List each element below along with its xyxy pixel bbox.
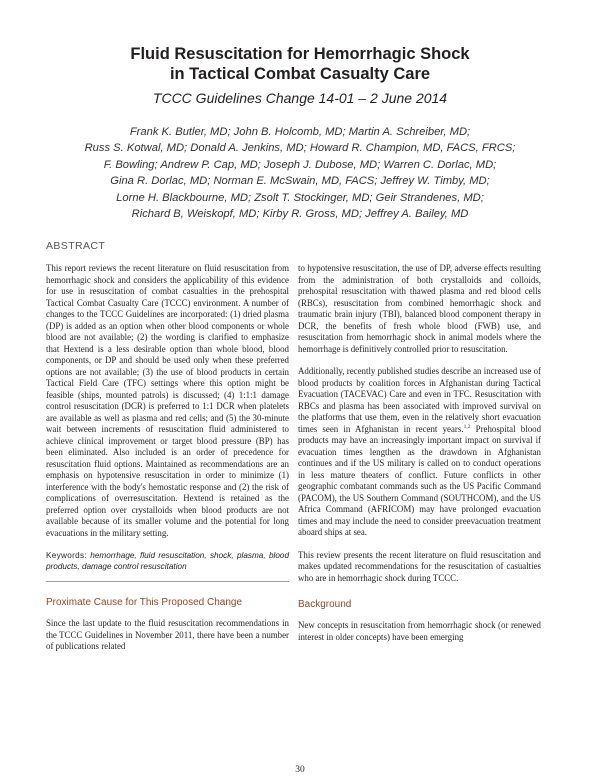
page-number: 30 bbox=[295, 765, 305, 775]
left-column bbox=[46, 263, 289, 653]
author-line: Gina R. Dorlac, MD; Norman E. McSwain, MD, FACS; Jeffrey W. Timby, MD; bbox=[110, 175, 490, 188]
title-line-1: Fluid Resuscitation for Hemorrhagic Shock bbox=[130, 45, 470, 63]
keywords-text: hemorrhage, fluid resuscitation, shock, plasma, blood products, damage control resuscitation bbox=[46, 551, 289, 571]
author-list bbox=[60, 124, 540, 222]
title-line-2: in Tactical Combat Casualty Care bbox=[169, 65, 431, 83]
section-text-background: New concepts in resuscitation from hemorrhagic shock (or renewed interest in older concepts) have been emerging bbox=[298, 620, 541, 642]
right-column bbox=[298, 263, 541, 643]
body-paragraph: to hypotensive resuscitation, the use of DP, adverse effects resulting from the administration of both crystalloids and colloids, prehospital resuscitation with thawed plasma and red blood cells (RBCs), resuscitation from combined hemorrhagic shock and traumatic brain injury (TBI), balanced blood component therapy in DCR, the benefits of fresh whole blood (FWB) use, and resuscitation from hemorrhagic shock in animal models where the hemorrhage is definitively controlled prior to resuscitation. bbox=[298, 263, 541, 354]
body-text: Prehospital blood products may have an increasingly important impact on survival if evacuation times lengthen as the drawdown in Afghanistan continues and if the US military is called on to conduct operations in less mature theaters of conflict. Future conflicts in other geographic combatant commands such as the US Pacific Command (PACOM), the US Southern Command (SOUTHCOM), and the US Africa Command (AFRICOM) may have prolonged evacuation times and may include the need to consider preevacuation treatment aboard ships at sea. bbox=[298, 423, 542, 537]
abstract-heading: ABSTRACT bbox=[46, 240, 106, 252]
author-line: Lorne H. Blackbourne, MD; Zsolt T. Stockinger, MD; Geir Strandenes, MD; bbox=[116, 191, 484, 204]
author-line: F. Bowling; Andrew P. Cap, MD; Joseph J. Dubose, MD; Warren C. Dorlac, MD; bbox=[103, 158, 497, 171]
author-line: Frank K. Butler, MD; John B. Holcomb, MD; Martin A. Schreiber, MD; bbox=[129, 126, 471, 138]
author-line: Richard B, Weiskopf, MD; Kirby R. Gross, MD; Jeffrey A. Bailey, MD bbox=[131, 208, 469, 221]
section-text-proximate-cause: Since the last update to the fluid resuscitation recommendations in the TCCC Guidelines in November 2011, there have been a number of publications related bbox=[46, 618, 289, 651]
section-heading-background: Background bbox=[298, 599, 352, 610]
author-line: Russ S. Kotwal, MD; Donald A. Jenkins, MD; Howard R. Champion, MD, FACS, FRCS; bbox=[84, 142, 516, 155]
keywords-label: Keywords: bbox=[46, 551, 87, 560]
abstract-text: This report reviews the recent literature on fluid resuscitation from hemorrhagic shock and considers the applicability of this evidence for use in resuscitation of combat casualties in the prehospital Tactical Combat Casualty Care (TCCC) environment. A number of changes to the TCCC Guidelines are incorporated: (1) dried plasma (DP) is added as an option when other blood components or whole blood are not available; (2) the wording is clarified to emphasize that Hextend is a less desirable option than whole blood, blood components, or DP and should be used only when these preferred options are not available; (3) the use of blood products in certain Tactical Field Care (TFC) settings where this option might be feasible (ships, mounted patrols) is discussed; (4) 1:1:1 damage control resuscitation (DCR) is preferred to 1:1 DCR when platelets are available as well as plasma and red cells; and (5) the 30-minute wait between increments of resuscitation fluid administered to achieve clinical improvement or target blood pressure (BP) has been eliminated. Also included is an order of precedence for resuscitation fluid options. Maintained as recommendations are an emphasis on hypotensive resuscitation in order to minimize (1) interference with the body's hemostatic response and (2) the risk of complications of overresuscitation. Hextend is retained as the preferred option over crystalloids when blood products are not available because of its smaller volume and the potential for long evacuations in the military setting. bbox=[46, 263, 289, 538]
body-paragraph: This review presents the recent literature on fluid resuscitation and makes updated recommendations for the resuscitation of casualties who are in hemorrhagic shock during TCCC. bbox=[298, 549, 541, 583]
body-text: Additionally, recently published studies describe an increased use of blood products by coalition forces in Afghanistan during Tactical Evacuation (TACEVAC) Care and even in TFC. Resuscitation with RBCs and plasma has been associated with improved survival on the platforms that use them, even in the relatively short evacuation times seen in Afghanistan in recent years. bbox=[298, 366, 541, 434]
body-paragraph bbox=[298, 366, 541, 539]
section-heading-proximate-cause: Proximate Cause for This Proposed Change bbox=[46, 597, 243, 608]
paper-title bbox=[60, 44, 540, 84]
keywords bbox=[46, 550, 289, 572]
paper-subtitle: TCCC Guidelines Change 14-01 – 2 June 2014 bbox=[152, 90, 448, 106]
citation-ref: 1,2 bbox=[463, 423, 471, 430]
